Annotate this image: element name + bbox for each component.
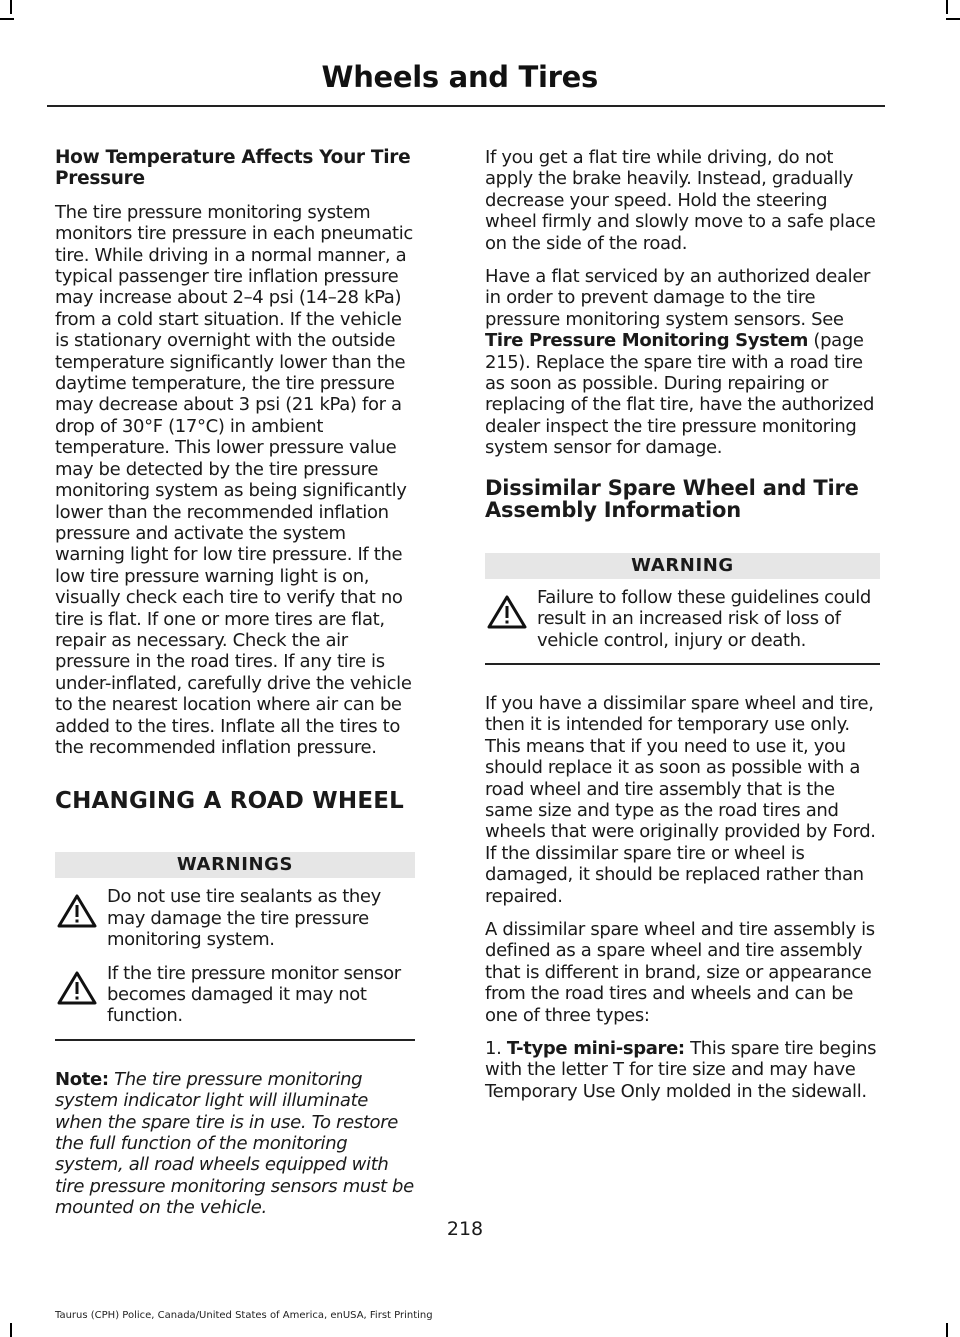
warning-text: If the tire pressure monitor sensor becomes damaged it may not function. — [107, 962, 401, 1027]
warning-divider — [55, 1039, 415, 1041]
list-item-label: T-type mini-spare: — [506, 1038, 685, 1059]
flat-tire-paragraph: If you get a flat tire while driving, do not apply the brake heavily. Instead, gradually decrease your speed. Hold the steering wheel firmly and slowly move to a safe place on the side of the road. — [485, 147, 876, 254]
warning-item — [55, 886, 415, 950]
note-text: The tire pressure monitoring system indicator light will illuminate when the spare tire is in use. To restore the full function of the monitoring system, all road wheels equipped with tire pressure monitoring sensors must be mounted on the vehicle. — [55, 1068, 414, 1219]
temperature-subheading: How Temperature Affects Your Tire Pressure — [55, 147, 411, 190]
note-paragraph — [55, 1069, 415, 1219]
page-number: 218 — [446, 1218, 484, 1240]
list-item — [485, 1038, 880, 1102]
crop-mark — [10, 0, 12, 14]
list-item-number: 1. — [485, 1038, 502, 1059]
left-column — [55, 147, 415, 1231]
list-item-text: This spare tire begins with the letter T for tire size and may have Temporary Use Only molded in the sidewall. — [485, 1038, 877, 1102]
crop-mark — [0, 18, 14, 20]
service-text-after: (page 215). Replace the spare tire with a road tire as soon as possible. During repairing or replacing of the flat tire, have the authorized dealer inspect the tire pressure monitoring system sensor for damage. — [485, 330, 875, 459]
warning-triangle-icon — [55, 963, 107, 1009]
page-title: Wheels and Tires — [321, 60, 598, 94]
warning-triangle-icon — [55, 886, 107, 932]
warning-header: WARNING — [485, 553, 880, 579]
section-title: CHANGING A ROAD WHEEL — [55, 788, 404, 815]
service-paragraph — [485, 266, 880, 459]
footer-text: Taurus (CPH) Police, Canada/United States of America, enUSA, First Printing — [55, 1310, 433, 1321]
definition-paragraph: A dissimilar spare wheel and tire assembly is defined as a spare wheel and tire assembly that is different in brand, size or appearance from the road tires and wheels and can be one of three types: — [485, 918, 875, 1026]
warning-divider — [485, 663, 880, 665]
note-label: Note: — [55, 1068, 109, 1090]
temperature-paragraph: The tire pressure monitoring system monitors tire pressure in each pneumatic tire. While driving in a normal manner, a typical passenger tire inflation pressure may increase about 2–4 psi (14–28 kPa) from a cold start situation. If the vehicle is stationary overnight with the outside temperature significantly lower than the daytime temperature, the tire pressure may decrease about 3 psi (21 kPa) for a drop of 30°F (17°C) in ambient temperature. This lower pressure value may be detected by the tire pressure monitoring system as being significantly lower than the recommended inflation pressure and activate the system warning light for low tire pressure. If the low tire pressure warning light is on, visually check each tire to verify that no tire is flat. If one or more tires are flat, repair as necessary. Check the air pressure in the road tires. If any tire is under-inflated, carefully drive the vehicle to the nearest location where air can be added to the tires. Inflate all the tires to the recommended inflation pressure. — [55, 201, 413, 758]
crop-mark — [946, 18, 960, 20]
right-column — [485, 147, 880, 1114]
service-text-before: Have a flat serviced by an authorized dealer in order to prevent damage to the tire pressure monitoring system sensors. See — [485, 266, 871, 330]
warning-item — [55, 963, 415, 1027]
crop-mark — [10, 1323, 12, 1337]
warning-triangle-icon — [485, 587, 537, 633]
crop-mark — [946, 1323, 948, 1337]
crop-mark — [946, 0, 948, 14]
warning-text: Do not use tire sealants as they may damage the tire pressure monitoring system. — [107, 886, 381, 951]
warning-item — [485, 587, 880, 651]
warnings-header: WARNINGS — [55, 852, 415, 878]
header-divider — [47, 105, 885, 107]
dissimilar-spare-subheading: Dissimilar Spare Wheel and Tire Assembly Information — [485, 475, 859, 522]
cross-reference-link[interactable]: Tire Pressure Monitoring System — [485, 330, 809, 352]
warning-text: Failure to follow these guidelines could result in an increased risk of loss of vehicle control, injury or death. — [537, 586, 871, 651]
dissimilar-paragraph: If you have a dissimilar spare wheel and tire, then it is intended for temporary use only. This means that if you need to use it, you should replace it as soon as possible with a road wheel and tire assembly that is the same size and type as the road tires and wheels that were originally provided by Ford. If the dissimilar spare tire or wheel is damaged, it should be replaced rather than repaired. — [485, 692, 876, 907]
